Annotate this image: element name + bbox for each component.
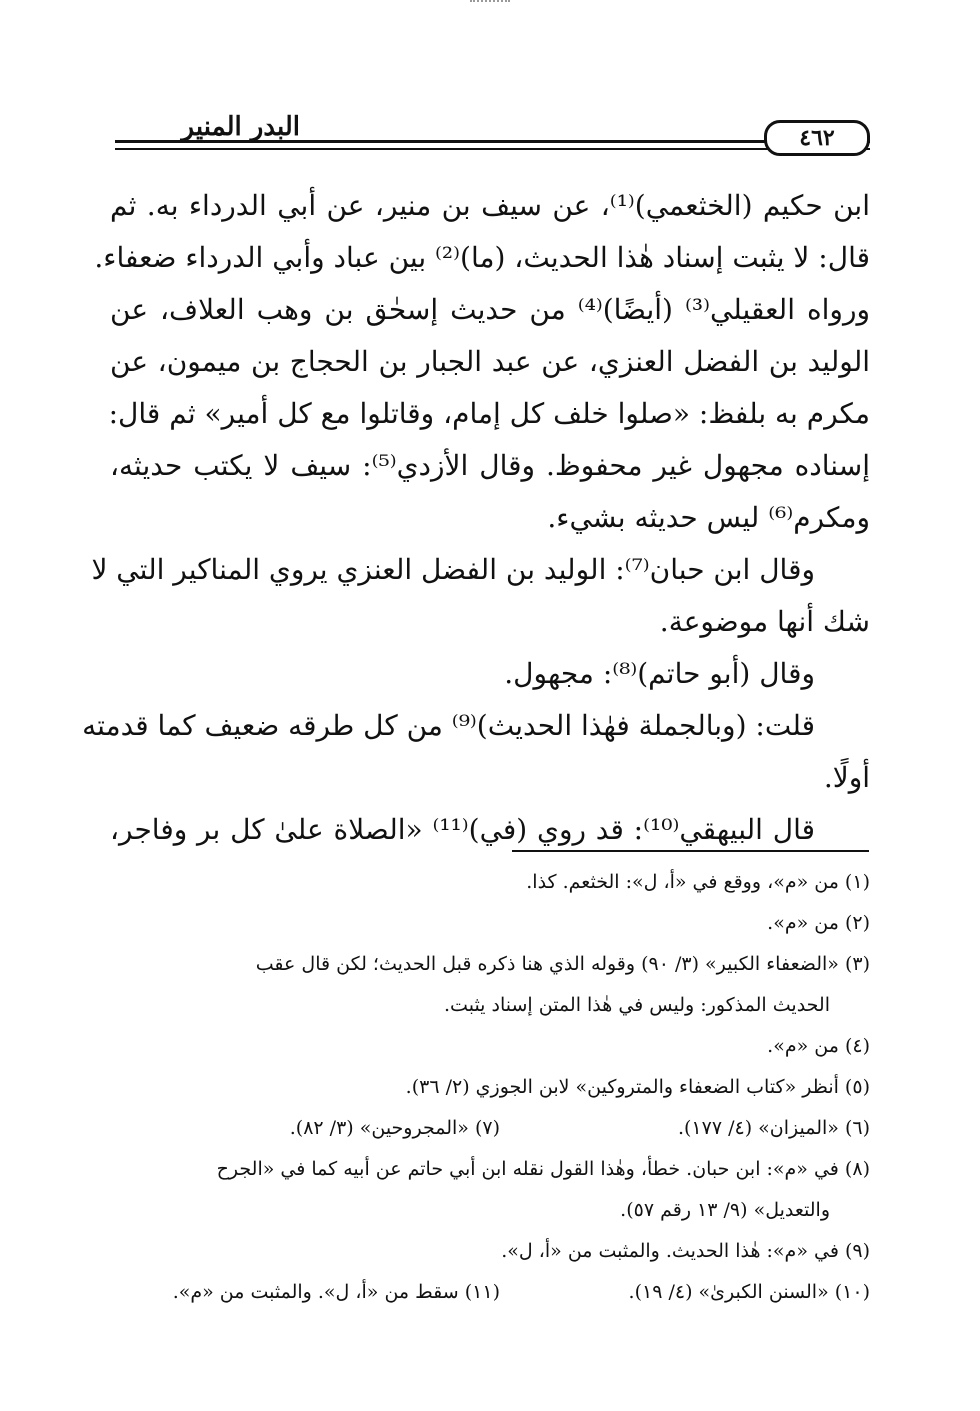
footnote-11: (١١) سقط من «أ، ل». والمثبت من «م». xyxy=(172,1281,500,1303)
footnote-7: (٧) «المجروحين» (٣/ ٨٢). xyxy=(289,1117,500,1139)
text-line: ومكرم⁽⁶⁾ ليس حديثه بشيء. xyxy=(547,501,870,534)
footnote-1: (١) من «م»، ووقع في «أ، ل»: الخثعم. كذا. xyxy=(526,871,870,893)
top-edge-mark xyxy=(470,0,510,5)
footnote-6: (٦) «الميزان» (٤/ ١٧٧). xyxy=(677,1117,870,1139)
text-line: الوليد بن الفضل العنزي، عن عبد الجبار بن الحجاج بن ميمون، عن xyxy=(110,345,870,378)
text-line: ورواه العقيلي⁽³⁾ (أيضًا)⁽⁴⁾ من حديث إسحٰق بن وهب العلاف، عن xyxy=(110,293,870,326)
text-line: ابن حكيم (الخثعمي)⁽¹⁾، عن سيف بن منير، عن أبي الدرداء به. ثم xyxy=(110,189,870,222)
footnote-2: (٢) من «م». xyxy=(767,912,870,934)
text-line: مكرم به بلفظ: «صلوا خلف كل إمام، وقاتلوا مع كل أمير» ثم قال: xyxy=(108,397,870,430)
footnotes xyxy=(120,862,870,1313)
page-number: ٤٦٢ xyxy=(764,120,870,156)
header-rule-bottom xyxy=(115,148,870,150)
footnote-10: (١٠) «السنن الكبرىٰ» (٤/ ١٩). xyxy=(628,1281,870,1303)
footnote-8: (٨) في «م»: ابن حبان. خطأ، وهٰذا القول نقله ابن أبي حاتم عن أبيه كما في «الجرح xyxy=(216,1158,870,1180)
footnote-5: (٥) أنظر «كتاب الضعفاء والمتروكين» لابن الجوزي (٢/ ٣٦). xyxy=(405,1076,870,1098)
text-line: قلت: (وبالجملة فهٰذا الحديث)⁽⁹⁾ من كل طرقه ضعيف كما قدمته xyxy=(82,709,815,742)
main-text xyxy=(82,180,871,856)
footnote-pair-6-7 xyxy=(120,1108,870,1149)
text-line: وقال ابن حبان⁽⁷⁾: الوليد بن الفضل العنزي يروي المناكير التي لا xyxy=(91,553,815,586)
text-line: إسناده مجهول غير محفوظ. وقال الأزدي⁽⁵⁾: سيف لا يكتب حديثه، xyxy=(110,449,871,482)
footnote-8-continued: والتعديل» (٩/ ١٣ رقم ٥٧). xyxy=(620,1199,830,1221)
footnote-3: (٣) «الضعفاء الكبير» (٣/ ٩٠) وقوله الذي هنا ذكره قبل الحديث؛ لكن قال عقب xyxy=(255,953,870,975)
text-line: قال: لا يثبت إسناد هٰذا الحديث، (ما)⁽²⁾ بين عباد وأبي الدرداء ضعفاء. xyxy=(94,241,870,274)
page-header xyxy=(115,112,870,154)
text-line: قال البيهقي⁽¹⁰⁾: قد روي (في)⁽¹¹⁾ «الصلاة علىٰ كل بر وفاجر، xyxy=(110,813,816,846)
text-line: وقال (أبو حاتم)⁽⁸⁾: مجهول. xyxy=(504,657,815,690)
footnote-3-continued: الحديث المذكور: وليس في هٰذا المتن إسناد يثبت. xyxy=(444,994,830,1016)
text-line: أولًا. xyxy=(823,761,870,794)
text-line: شك أنها موضوعة. xyxy=(659,605,870,638)
book-title: البدر المنير xyxy=(181,112,300,142)
footnote-pair-10-11 xyxy=(120,1272,870,1313)
footnote-4: (٤) من «م». xyxy=(767,1035,870,1057)
footnote-separator xyxy=(512,850,869,852)
footnote-9: (٩) في «م»: هٰذا الحديث. والمثبت من «أ، ل». xyxy=(501,1240,870,1262)
